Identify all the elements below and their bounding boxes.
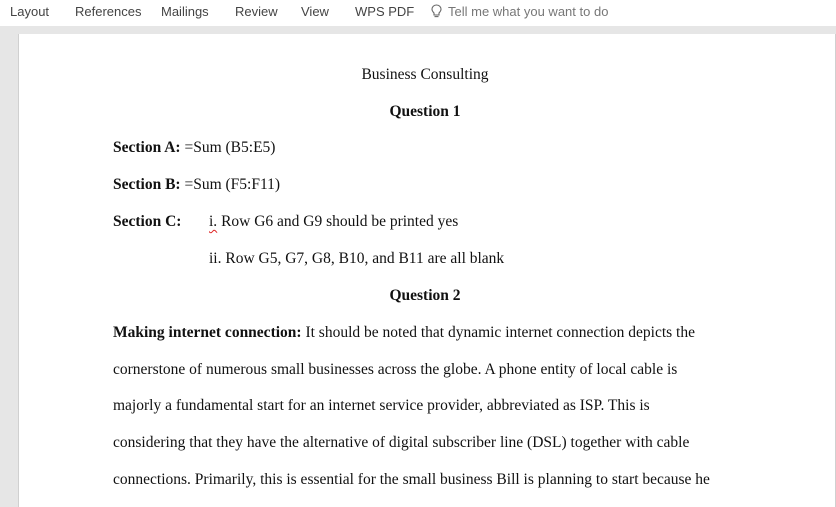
paragraph-line-3: majorly a fundamental start for an internet service provider, abbreviated as ISP. This is [113, 397, 650, 414]
section-b-line [113, 176, 280, 194]
ribbon-tab-bar [0, 0, 836, 26]
paragraph-line-5: connections. Primarily, this is essential for the small business Bill is planning to start because he [113, 471, 710, 488]
section-a-label: Section A: [113, 139, 181, 156]
tab-review[interactable]: Review [235, 4, 278, 19]
section-c-label: Section C: [113, 213, 182, 230]
section-a-formula: =Sum (B5:E5) [180, 139, 276, 156]
tab-references[interactable]: References [75, 4, 142, 19]
paragraph-line-1 [113, 324, 695, 342]
lightbulb-icon [431, 4, 442, 19]
tell-me-placeholder: Tell me what you want to do [448, 4, 609, 19]
paragraph-line-4: considering that they have the alternative of digital subscriber line (DSL) together with cable [113, 434, 690, 451]
section-c-item-1 [209, 213, 458, 231]
section-c-item-2: ii. Row G5, G7, G8, B10, and B11 are all blank [209, 250, 505, 267]
tab-mailings[interactable]: Mailings [161, 4, 209, 19]
section-b-label: Section B: [113, 176, 181, 193]
document-page[interactable] [18, 34, 836, 507]
tab-wps-pdf[interactable]: WPS PDF [355, 4, 415, 19]
section-c-item-1-text: Row G6 and G9 should be printed yes [217, 213, 459, 230]
section-b-formula: =Sum (F5:F11) [180, 176, 281, 193]
tell-me-search[interactable] [431, 4, 608, 19]
question-2-heading: Question 2 [389, 287, 461, 304]
paragraph-line-1-text: It should be noted that dynamic internet connection depicts the [301, 324, 695, 341]
question-1-heading: Question 1 [389, 103, 461, 120]
section-a-line [113, 139, 275, 157]
tab-view[interactable]: View [301, 4, 329, 19]
tab-layout[interactable]: Layout [10, 4, 50, 19]
document-title: Business Consulting [361, 66, 489, 83]
section-c-item-1-marker: i. [209, 213, 218, 230]
paragraph-line-2: cornerstone of numerous small businesses across the globe. A phone entity of local cable is [113, 361, 678, 378]
paragraph-label: Making internet connection: [113, 324, 302, 341]
